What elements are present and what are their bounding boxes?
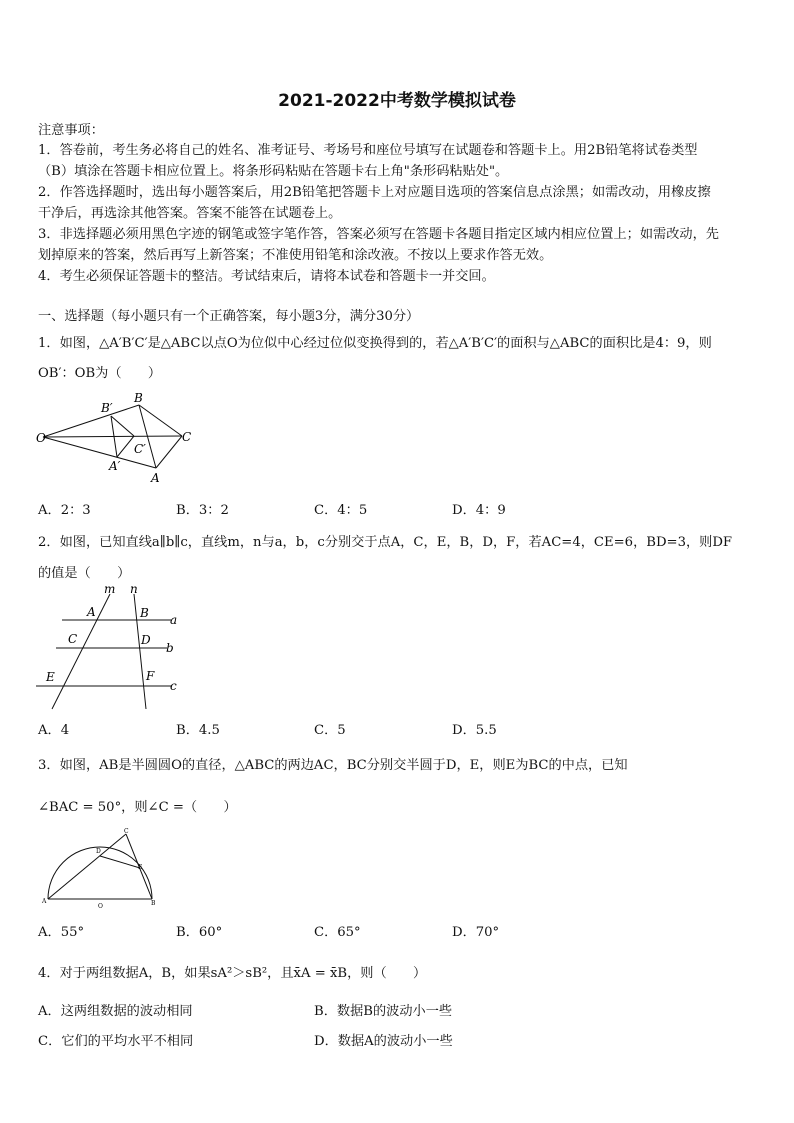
q2-option-b[interactable]: B．4.5 bbox=[176, 723, 220, 738]
q4-stem: 4．对于两组数据A，B，如果sA²＞sB²，且x̄A = x̄B，则（ ） bbox=[38, 966, 427, 981]
notice-line: 2．作答选择题时，选出每小题答案后，用2B铅笔把答题卡上对应题目选项的答案信息点涂黑；如需改动，用橡皮擦 bbox=[38, 185, 711, 200]
q3-stem-line2: ∠BAC = 50°，则∠C =（ ） bbox=[38, 800, 237, 815]
q3-label-D: D bbox=[96, 848, 101, 855]
q3-stem-line1: 3．如图，AB是半圆圆O的直径，△ABC的两边AC，BC分别交半圆于D，E，则E为BC的中点，已知 bbox=[38, 758, 628, 773]
q1-label-O: O bbox=[36, 431, 46, 445]
q3-option-a[interactable]: A．55° bbox=[38, 925, 85, 940]
q1-stem-line1: 1．如图，△A′B′C′是△ABC以点O为位似中心经过位似变换得到的，若△A′B′C′的面积与△ABC的面积比是4：9，则 bbox=[38, 336, 712, 351]
q4-option-c[interactable]: C．它们的平均水平不相同 bbox=[38, 1034, 194, 1049]
notice-line: 1．答卷前，考生务必将自己的姓名、准考证号、考场号和座位号填写在试题卷和答题卡上。用2B铅笔将试卷类型 bbox=[38, 143, 698, 158]
q2-label-B: B bbox=[140, 606, 149, 620]
q3-option-b[interactable]: B．60° bbox=[176, 925, 223, 940]
q2-label-m: m bbox=[104, 582, 116, 596]
q2-stem-line1: 2．如图，已知直线a∥b∥c，直线m，n与a，b，c分别交于点A，C，E，B，D，F，若AC=4，CE=6，BD=3，则DF bbox=[38, 535, 733, 550]
q2-option-c[interactable]: C．5 bbox=[314, 723, 346, 738]
q3-option-c[interactable]: C．65° bbox=[314, 925, 361, 940]
q1-label-C: C bbox=[182, 430, 192, 444]
q1-figure bbox=[34, 390, 204, 490]
q2-label-n: n bbox=[130, 582, 138, 596]
q3-label-C: C bbox=[124, 828, 129, 835]
q2-label-b: b bbox=[166, 641, 174, 655]
q2-figure bbox=[34, 582, 194, 712]
q3-label-A: A bbox=[42, 898, 47, 905]
q2-label-C: C bbox=[68, 632, 78, 646]
q4-option-b[interactable]: B．数据B的波动小一些 bbox=[314, 1004, 453, 1019]
section-heading: 一、选择题（每小题只有一个正确答案，每小题3分，满分30分） bbox=[38, 309, 420, 324]
q2-label-F: F bbox=[146, 669, 155, 683]
q1-option-a[interactable]: A．2：3 bbox=[38, 503, 91, 518]
q3-label-O: O bbox=[98, 903, 103, 910]
q2-stem-line2: 的值是（ ） bbox=[38, 566, 131, 581]
q2-label-D: D bbox=[141, 633, 151, 647]
q1-option-d[interactable]: D．4：9 bbox=[452, 503, 506, 518]
q2-label-a: a bbox=[170, 613, 178, 627]
q2-label-c: c bbox=[170, 679, 177, 693]
q3-option-d[interactable]: D．70° bbox=[452, 925, 500, 940]
notice-line: 划掉原来的答案，然后再写上新答案；不准使用铅笔和涂改液。不按以上要求作答无效。 bbox=[38, 248, 553, 263]
exam-title: 2021-2022中考数学模拟试卷 bbox=[278, 91, 516, 111]
q1-label-B-prime: B′ bbox=[101, 401, 113, 415]
q3-figure bbox=[38, 826, 168, 911]
q1-option-c[interactable]: C．4：5 bbox=[314, 503, 368, 518]
q4-option-a[interactable]: A．这两组数据的波动相同 bbox=[38, 1004, 193, 1019]
q2-label-E: E bbox=[46, 670, 55, 684]
notice-line: （B）填涂在答题卡相应位置上。将条形码粘贴在答题卡右上角"条形码粘贴处"。 bbox=[38, 164, 509, 179]
q3-label-E: E bbox=[138, 864, 143, 871]
q1-option-b[interactable]: B．3：2 bbox=[176, 503, 229, 518]
q2-option-a[interactable]: A．4 bbox=[38, 723, 70, 738]
notice-heading: 注意事项： bbox=[38, 123, 104, 138]
q1-label-B: B bbox=[134, 391, 143, 405]
q3-label-B: B bbox=[151, 900, 156, 907]
q1-label-A: A bbox=[151, 471, 160, 485]
q2-option-d[interactable]: D．5.5 bbox=[452, 723, 497, 738]
notice-line: 3．非选择题必须用黑色字迹的钢笔或签字笔作答，答案必须写在答题卡各题目指定区域内相应位置上；如需改动，先 bbox=[38, 227, 719, 242]
q4-option-d[interactable]: D．数据A的波动小一些 bbox=[314, 1034, 453, 1049]
q1-stem-line2: OB′：OB为（ ） bbox=[38, 366, 162, 381]
q1-label-C-prime: C′ bbox=[134, 442, 146, 456]
notice-line: 干净后，再选涂其他答案。答案不能答在试题卷上。 bbox=[38, 206, 342, 221]
q2-label-A: A bbox=[87, 605, 96, 619]
q1-label-A-prime: A′ bbox=[109, 459, 121, 473]
notice-line: 4．考生必须保证答题卡的整洁。考试结束后，请将本试卷和答题卡一并交回。 bbox=[38, 269, 495, 284]
